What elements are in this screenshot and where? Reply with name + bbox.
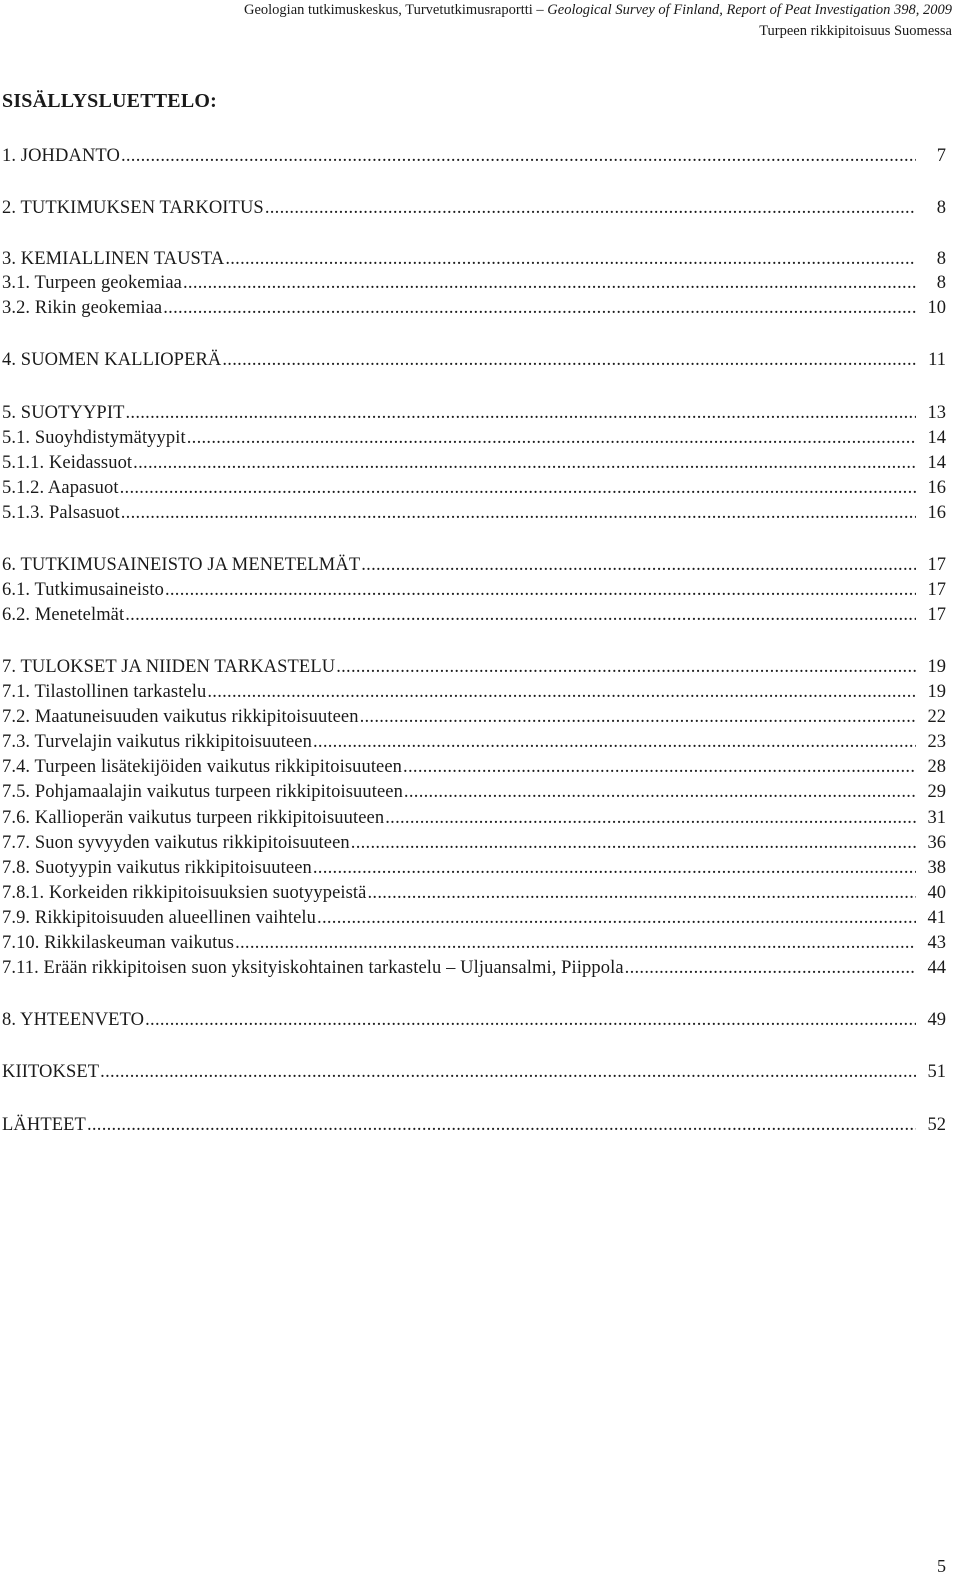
dot-leader xyxy=(317,906,916,930)
toc-entry-page: 52 xyxy=(927,1115,946,1135)
dot-leader xyxy=(265,196,916,220)
toc-entry-label: 5.1.2. Aapasuot xyxy=(2,478,119,498)
toc-entry-page: 44 xyxy=(927,958,946,978)
dot-leader xyxy=(163,296,916,320)
dot-leader xyxy=(120,476,916,500)
toc-entry[interactable] xyxy=(2,1060,918,1084)
toc-entry[interactable] xyxy=(2,881,918,905)
dot-leader xyxy=(403,755,916,779)
dot-leader xyxy=(125,401,916,425)
dot-leader xyxy=(385,806,916,830)
toc-entry-label: 7.3. Turvelajin vaikutus rikkipitoisuuteen xyxy=(2,732,312,752)
toc-entry-page: 19 xyxy=(927,657,946,677)
toc-entry-label: 7.11. Erään rikkipitoisen suon yksityiskohtainen tarkastelu – Uljuansalmi, Piippola xyxy=(2,958,624,978)
toc-entry-page: 28 xyxy=(927,757,946,777)
toc-entry[interactable] xyxy=(2,501,918,525)
toc-entry-label: 7. TULOKSET JA NIIDEN TARKASTELU xyxy=(2,657,336,677)
dot-leader xyxy=(225,247,916,271)
toc-entry-page: 8 xyxy=(936,249,946,269)
toc-entry-label: 3. KEMIALLINEN TAUSTA xyxy=(2,249,225,269)
dot-leader xyxy=(100,1060,916,1084)
toc-entry-page: 38 xyxy=(927,858,946,878)
header-report-title: Turpeen rikkipitoisuus Suomessa xyxy=(759,23,952,39)
toc-entry[interactable] xyxy=(2,780,918,804)
toc-entry-page: 14 xyxy=(927,453,946,473)
toc-entry-label: 7.4. Turpeen lisätekijöiden vaikutus rikkipitoisuuteen xyxy=(2,757,403,777)
dot-leader xyxy=(336,655,916,679)
toc-entry-label: 5.1.3. Palsasuot xyxy=(2,503,120,523)
toc-entry-label: 7.7. Suon syvyyden vaikutus rikkipitoisuuteen xyxy=(2,833,350,853)
toc-entry-page: 17 xyxy=(927,555,946,575)
dot-leader xyxy=(145,1008,916,1032)
toc-entry-label: 4. SUOMEN KALLIOPERÄ xyxy=(2,350,222,370)
toc-entry[interactable] xyxy=(2,426,918,450)
toc-entry-page: 14 xyxy=(927,428,946,448)
toc-entry-label: 7.10. Rikkilaskeuman vaikutus xyxy=(2,933,235,953)
toc-entry-label: 5.1.1. Keidassuot xyxy=(2,453,133,473)
toc-entry[interactable] xyxy=(2,655,918,679)
dot-leader xyxy=(625,956,916,980)
toc-entry-label: 7.9. Rikkipitoisuuden alueellinen vaihtelu xyxy=(2,908,317,928)
dot-leader xyxy=(222,348,916,372)
toc-entry[interactable] xyxy=(2,1008,918,1032)
dot-leader xyxy=(165,578,916,602)
toc-entry-page: 8 xyxy=(936,198,946,218)
toc-entry[interactable] xyxy=(2,856,918,880)
toc-entry-label: LÄHTEET xyxy=(2,1115,86,1135)
toc-entry-page: 17 xyxy=(927,580,946,600)
toc-entry[interactable] xyxy=(2,831,918,855)
toc-entry[interactable] xyxy=(2,956,918,980)
toc-entry-label: 7.8. Suotyypin vaikutus rikkipitoisuuteen xyxy=(2,858,312,878)
toc-entry-label: 1. JOHDANTO xyxy=(2,146,120,166)
toc-entry-page: 29 xyxy=(927,782,946,802)
toc-entry[interactable] xyxy=(2,296,918,320)
toc-entry-page: 36 xyxy=(927,833,946,853)
dot-leader xyxy=(351,831,916,855)
dot-leader xyxy=(313,730,916,754)
dot-leader xyxy=(121,501,916,525)
dot-leader xyxy=(125,603,916,627)
toc-entry[interactable] xyxy=(2,476,918,500)
toc-entry[interactable] xyxy=(2,247,918,271)
toc-entry-page: 10 xyxy=(927,298,946,318)
toc-entry[interactable] xyxy=(2,271,918,295)
dot-leader xyxy=(360,705,916,729)
toc-entry[interactable] xyxy=(2,806,918,830)
dot-leader xyxy=(361,553,916,577)
toc-entry-label: 2. TUTKIMUKSEN TARKOITUS xyxy=(2,198,264,218)
header-series-finnish: Geologian tutkimuskeskus, Turvetutkimusraportti – xyxy=(243,2,548,18)
toc-entry-label: 7.1. Tilastollinen tarkastelu xyxy=(2,682,207,702)
toc-entry[interactable] xyxy=(2,401,918,425)
dot-leader xyxy=(187,426,916,450)
dot-leader xyxy=(121,144,916,168)
toc-entry-page: 43 xyxy=(927,933,946,953)
dot-leader xyxy=(207,680,916,704)
toc-entry-page: 8 xyxy=(936,273,946,293)
toc-entry-label: 5.1. Suoyhdistymätyypit xyxy=(2,428,186,448)
toc-entry-label: 6. TUTKIMUSAINEISTO JA MENETELMÄT xyxy=(2,555,361,575)
toc-entry-label: 6.2. Menetelmät xyxy=(2,605,125,625)
toc-entry[interactable] xyxy=(2,348,918,372)
toc-entry[interactable] xyxy=(2,578,918,602)
toc-entry[interactable] xyxy=(2,755,918,779)
toc-entry-page: 16 xyxy=(927,503,946,523)
toc-entry-page: 19 xyxy=(927,682,946,702)
dot-leader xyxy=(183,271,916,295)
toc-entry[interactable] xyxy=(2,1113,918,1137)
toc-entry-label: 3.2. Rikin geokemiaa xyxy=(2,298,163,318)
toc-entry-page: 41 xyxy=(927,908,946,928)
toc-entry[interactable] xyxy=(2,931,918,955)
toc-entry-label: 8. YHTEENVETO xyxy=(2,1010,145,1030)
toc-entry-label: 5. SUOTYYPIT xyxy=(2,403,125,423)
toc-entry[interactable] xyxy=(2,705,918,729)
toc-entry[interactable] xyxy=(2,730,918,754)
toc-entry-label: KIITOKSET xyxy=(2,1062,100,1082)
toc-entry[interactable] xyxy=(2,603,918,627)
header-series-english: Geological Survey of Finland, Report of Peat Investigation 398, 2009 xyxy=(547,2,952,18)
toc-entry-page: 51 xyxy=(927,1062,946,1082)
toc-entry-page: 31 xyxy=(927,808,946,828)
dot-leader xyxy=(313,856,916,880)
toc-entry-page: 11 xyxy=(928,350,946,370)
toc-entry-label: 7.5. Pohjamaalajin vaikutus turpeen rikkipitoisuuteen xyxy=(2,782,403,802)
page-number: 5 xyxy=(937,1556,946,1576)
toc-entry-label: 7.6. Kallioperän vaikutus turpeen rikkipitoisuuteen xyxy=(2,808,385,828)
toc-entry-page: 17 xyxy=(927,605,946,625)
dot-leader xyxy=(133,451,916,475)
toc-entry-label: 3.1. Turpeen geokemiaa xyxy=(2,273,182,293)
toc-title: SISÄLLYSLUETTELO: xyxy=(2,90,217,112)
toc-entry-page: 7 xyxy=(936,146,946,166)
toc-entry-page: 40 xyxy=(927,883,946,903)
toc-entry[interactable] xyxy=(2,144,918,168)
toc-entry[interactable] xyxy=(2,451,918,475)
dot-leader xyxy=(87,1113,916,1137)
dot-leader xyxy=(367,881,916,905)
toc-entry[interactable] xyxy=(2,196,918,220)
toc-entry[interactable] xyxy=(2,906,918,930)
toc-entry-page: 16 xyxy=(927,478,946,498)
toc-entry-label: 6.1. Tutkimusaineisto xyxy=(2,580,164,600)
dot-leader xyxy=(404,780,916,804)
toc-entry-page: 13 xyxy=(927,403,946,423)
dot-leader xyxy=(235,931,916,955)
toc-entry-label: 7.2. Maatuneisuuden vaikutus rikkipitoisuuteen xyxy=(2,707,359,727)
toc-entry-label: 7.8.1. Korkeiden rikkipitoisuuksien suotyypeistä xyxy=(2,883,367,903)
toc-entry[interactable] xyxy=(2,680,918,704)
toc-entry-page: 49 xyxy=(927,1010,946,1030)
toc-entry-page: 22 xyxy=(927,707,946,727)
toc-entry[interactable] xyxy=(2,553,918,577)
toc-entry-page: 23 xyxy=(927,732,946,752)
